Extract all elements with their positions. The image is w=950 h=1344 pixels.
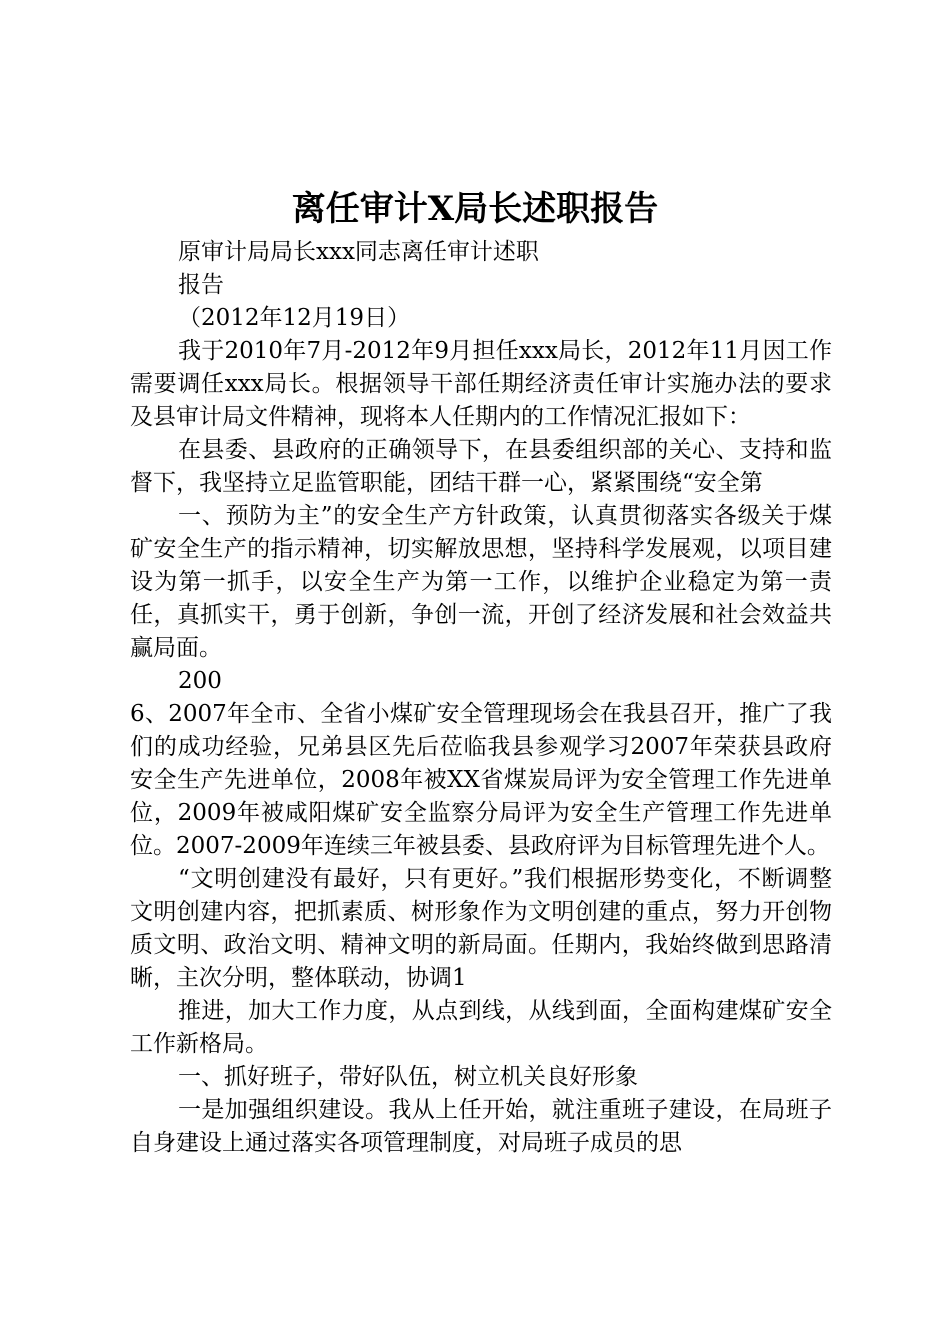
subtitle-line-1: 原审计局局长xxx同志离任审计述职: [178, 239, 539, 265]
document-title: 离任审计X局长述职报告: [291, 189, 659, 229]
document-body: [130, 236, 832, 1160]
paragraph-achievements: 6、2007年全市、全省小煤矿安全管理现场会在我县召开，推广了我们的成功经验，兄弟县区先后莅临我县参观学习2007年荣获县政府安全生产先进单位，2008年被XX省煤炭局评为安全管理工作先进单位，2009年被咸阳煤矿安全监察分局评为安全生产管理工作先进单位。2007-2009年连续三年被县委、县政府评为目标管理先进个人。: [130, 701, 832, 859]
subtitle-line-2: 报告: [178, 272, 224, 298]
paragraph-intro: 我于2010年7月-2012年9月担任xxx局长，2012年11月因工作需要调任xxx局长。根据领导干部任期经济责任审计实施办法的要求及县审计局文件精神，现将本人任期内的工作情况汇报如下：: [130, 338, 832, 430]
paragraph-safety-policy: 一、预防为主”的安全生产方针政策，认真贯彻落实各级关于煤矿安全生产的指示精神，切实解放思想，坚持科学发展观，以项目建设为第一抓手，以安全生产为第一工作，以维护企业稳定为第一责任，真抓实干，勇于创新，争创一流，开创了经济发展和社会效益共赢局面。: [130, 503, 832, 661]
paragraph-civilization: “文明创建没有最好，只有更好。”我们根据形势变化，不断调整文明创建内容，把抓素质、树形象作为文明创建的重点，努力开创物质文明、政治文明、精神文明的新局面。任期内，我始终做到思路清晰，主次分明，整体联动，协调1: [130, 866, 832, 991]
section-heading-team: 一、抓好班子，带好队伍，树立机关良好形象: [178, 1064, 638, 1090]
paragraph-organization: 一是加强组织建设。我从上任开始，就注重班子建设，在局班子自身建设上通过落实各项管理制度，对局班子成员的思: [130, 1097, 832, 1156]
paragraph-leadership: 在县委、县政府的正确领导下，在县委组织部的关心、支持和监督下，我坚持立足监管职能，团结干群一心，紧紧围绕“安全第: [130, 437, 832, 496]
report-date: （2012年12月19日）: [178, 305, 411, 331]
paragraph-fragment: 200: [178, 668, 222, 694]
paragraph-promotion: 推进，加大工作力度，从点到线，从线到面，全面构建煤矿安全工作新格局。: [130, 998, 832, 1057]
